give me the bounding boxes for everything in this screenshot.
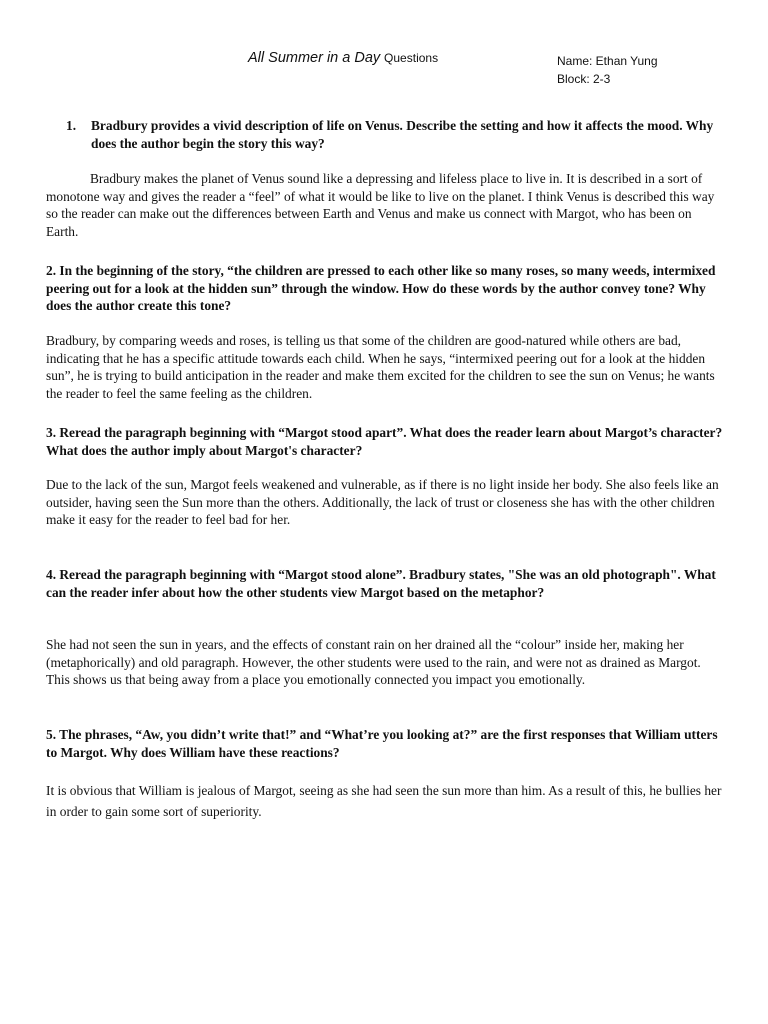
answer-1: Bradbury makes the planet of Venus sound like a depressing and lifeless place to live in. It is described in a sort of monotone way and gives the reader a “feel” of what it would be like to live on the planet. I think Venus is described this way so the reader can make out the differences between Earth and Venus and make us connect with Margot, who has been on Earth. — [46, 171, 715, 239]
question-1-text: Bradbury provides a vivid description of life on Venus. Describe the setting and how it affects the mood. Why does the author begin the story this way? — [91, 118, 714, 151]
answer-4: She had not seen the sun in years, and the effects of constant rain on her drained all the “colour” inside her, making her (metaphorically) and old paragraph. However, the other students were used to the rain, and were not as drained as Margot. This shows us that being away from a place you emotionally connected you impact you emotionally. — [46, 637, 701, 687]
class-block: Block: 2-3 — [557, 72, 611, 86]
answer-5: It is obvious that William is jealous of Margot, seeing as she had seen the sun more than him. As a result of this, he bullies her in order to gain some sort of superiority. — [46, 783, 722, 819]
student-name: Name: Ethan Yung — [557, 54, 658, 68]
document-title — [248, 49, 438, 66]
question-5: 5. The phrases, “Aw, you didn’t write that!” and “What’re you looking at?” are the first responses that William utters to Margot. Why does William have these reactions? — [46, 727, 718, 760]
question-3: 3. Reread the paragraph beginning with “Margot stood apart”. What does the reader learn about Margot’s character? What does the author imply about Margot's character? — [46, 425, 723, 458]
question-1-number: 1. — [66, 118, 77, 133]
title-suffix: Questions — [384, 51, 439, 65]
question-4: 4. Reread the paragraph beginning with “Margot stood alone”. Bradbury states, "She was an old photograph". What can the reader infer about how the other students view Margot based on the metaphor? — [46, 567, 716, 600]
question-1 — [66, 117, 726, 152]
student-info — [557, 52, 658, 88]
question-2: 2. In the beginning of the story, “the children are pressed to each other like so many roses, so many weeds, intermixed peering out for a look at the hidden sun” through the window. How do these words by the author convey tone? Why does the author create this tone? — [46, 263, 716, 313]
story-title: All Summer in a Day — [248, 50, 381, 66]
answer-2: Bradbury, by comparing weeds and roses, is telling us that some of the children are good-natured while others are bad, indicating that he has a specific attitude towards each child. When he says, “intermixed peering out for a look at the hidden sun”, he is trying to build anticipation in the reader and make them excited for the children to see the sun on Venus; he wants the reader to feel the same feeling as the children. — [46, 333, 715, 401]
answer-3: Due to the lack of the sun, Margot feels weakened and vulnerable, as if there is no light inside her body. She also feels like an outsider, having seen the Sun more than the others. Additionally, the lack of trust or closeness she has with the other children make it easy for the reader to feel bad for her. — [46, 477, 719, 527]
